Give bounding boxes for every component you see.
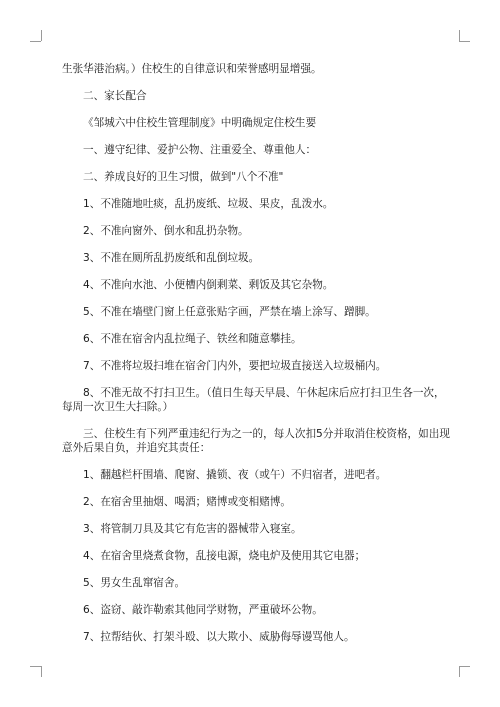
paragraph-line: 7、不准将垃圾扫堆在宿舍门内外，要把垃圾直接送入垃圾桶内。 xyxy=(83,360,387,372)
paragraph-line: 每周一次卫生大扫除。） xyxy=(62,401,174,413)
paragraph-line: 5、不准在墙壁门窗上任意张贴字画，严禁在墙上涂写、蹭脚。 xyxy=(83,306,376,318)
document-body xyxy=(62,62,450,644)
paragraph-line: 《邹城六中住校生管理制度》中明确规定住校生要 xyxy=(83,117,317,129)
paragraph-line: 1、翻越栏杆围墙、爬窗、撬锁、夜（或午）不归宿者，进吧者。 xyxy=(83,469,387,481)
paragraph-line: 生张华港治病。）住校生的自律意识和荣誉感明显增强。 xyxy=(62,63,322,75)
paragraph-line: 2、在宿舍里抽烟、喝酒；赌博或变相赌博。 xyxy=(83,496,292,508)
paragraph-line: 二、养成良好的卫生习惯，做到"八个不准" xyxy=(83,171,284,183)
paragraph-line: 7、拉帮结伙、打架斗殴、以大欺小、威胁侮辱谩骂他人。 xyxy=(83,631,355,643)
paragraph-line: 意外后果自负，并追究其责任： xyxy=(62,442,211,454)
paragraph-line: 二、家长配合 xyxy=(83,90,147,102)
paragraph-line: 一、遵守纪律、爱护公物、注重爱全、尊重他人： xyxy=(83,144,317,156)
paragraph-line: 5、男女生乱窜宿舍。 xyxy=(83,577,186,589)
paragraph-line: 6、盗窃、敲诈勒索其他同学财物，严重破坏公物。 xyxy=(83,604,323,616)
paragraph-line: 4、不准向水池、小便槽内倒剩菜、剩饭及其它杂物。 xyxy=(83,279,334,291)
paragraph-line: 6、不准在宿舍内乱拉绳子、铁丝和随意攀挂。 xyxy=(83,333,302,345)
paragraph-line: 4、在宿舍里烧煮食物，乱接电源，烧电炉及使用其它电器； xyxy=(83,550,366,562)
paragraph-line: 8、不准无故不打扫卫生。（值日生每天早晨、午休起床后应打扫卫生各一次， xyxy=(83,387,445,399)
paragraph-line: 三、住校生有下列严重违纪行为之一的，每人次扣5分并取消住校资格，如出现 xyxy=(83,428,450,440)
paragraph-line: 1、不准随地吐痰，乱扔废纸、垃圾、果皮，乱泼水。 xyxy=(83,198,334,210)
paragraph-line: 3、将管制刀具及其它有危害的器械带入寝室。 xyxy=(83,523,302,535)
paragraph-line: 2、不准向窗外、倒水和乱扔杂物。 xyxy=(83,225,249,237)
paragraph-line: 3、不准在厕所乱扔废纸和乱倒垃圾。 xyxy=(83,252,260,264)
